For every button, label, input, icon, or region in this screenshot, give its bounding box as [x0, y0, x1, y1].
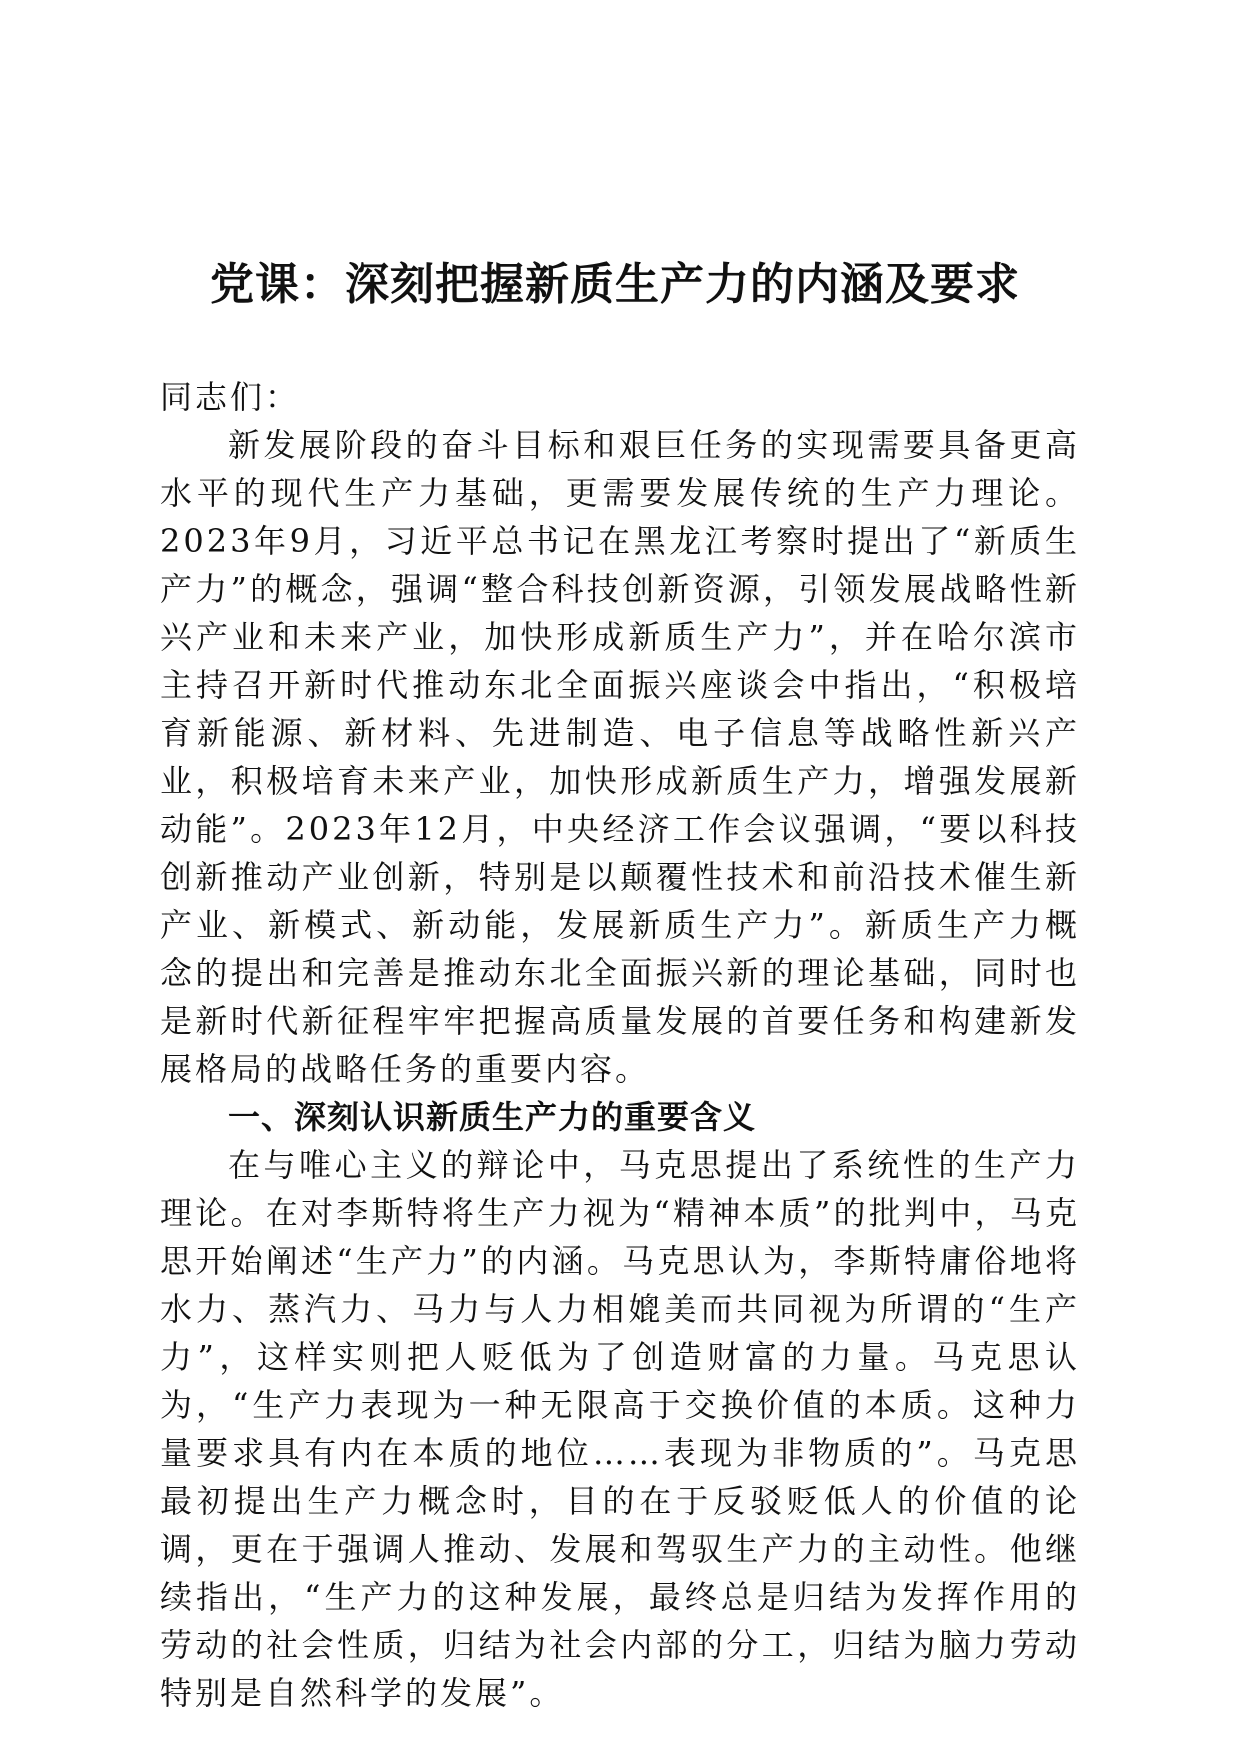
- paragraph-section-1: 在与唯心主义的辩论中，马克思提出了系统性的生产力理论。在对李斯特将生产力视为“精神本质”的批判中，马克思开始阐述“生产力”的内涵。马克思认为，李斯特庸俗地将水力、蒸汽力、马力与人力相媲美而共同视为所谓的“生产力”，这样实则把人贬低为了创造财富的力量。马克思认为，“生产力表现为一种无限高于交换价值的本质。这种力量要求具有内在本质的地位……表现为非物质的”。马克思最初提出生产力概念时，目的在于反驳贬低人的价值的论调，更在于强调人推动、发展和驾驭生产力的主动性。他继续指出，“生产力的这种发展，最终总是归结为发挥作用的劳动的社会性质，归结为社会内部的分工，归结为脑力劳动特别是自然科学的发展”。: [160, 1146, 1080, 1712]
- salutation: 同志们：: [160, 378, 301, 416]
- document-title: 党课：深刻把握新质生产力的内涵及要求: [210, 259, 1020, 310]
- document-body: [160, 373, 1080, 1717]
- section-heading-1: 一、深刻认识新质生产力的重要含义: [228, 1098, 757, 1136]
- paragraph-intro: 新发展阶段的奋斗目标和艰巨任务的实现需要具备更高水平的现代生产力基础，更需要发展传统的生产力理论。2023年9月，习近平总书记在黑龙江考察时提出了“新质生产力”的概念，强调“整合科技创新资源，引领发展战略性新兴产业和未来产业，加快形成新质生产力”，并在哈尔滨市主持召开新时代推动东北全面振兴座谈会中指出，“积极培育新能源、新材料、先进制造、电子信息等战略性新兴产业，积极培育未来产业，加快形成新质生产力，增强发展新动能”。2023年12月，中央经济工作会议强调，“要以科技创新推动产业创新，特别是以颠覆性技术和前沿技术催生新产业、新模式、新动能，发展新质生产力”。新质生产力概念的提出和完善是推动东北全面振兴新的理论基础，同时也是新时代新征程牢牢把握高质量发展的首要任务和构建新发展格局的战略任务的重要内容。: [160, 426, 1080, 1088]
